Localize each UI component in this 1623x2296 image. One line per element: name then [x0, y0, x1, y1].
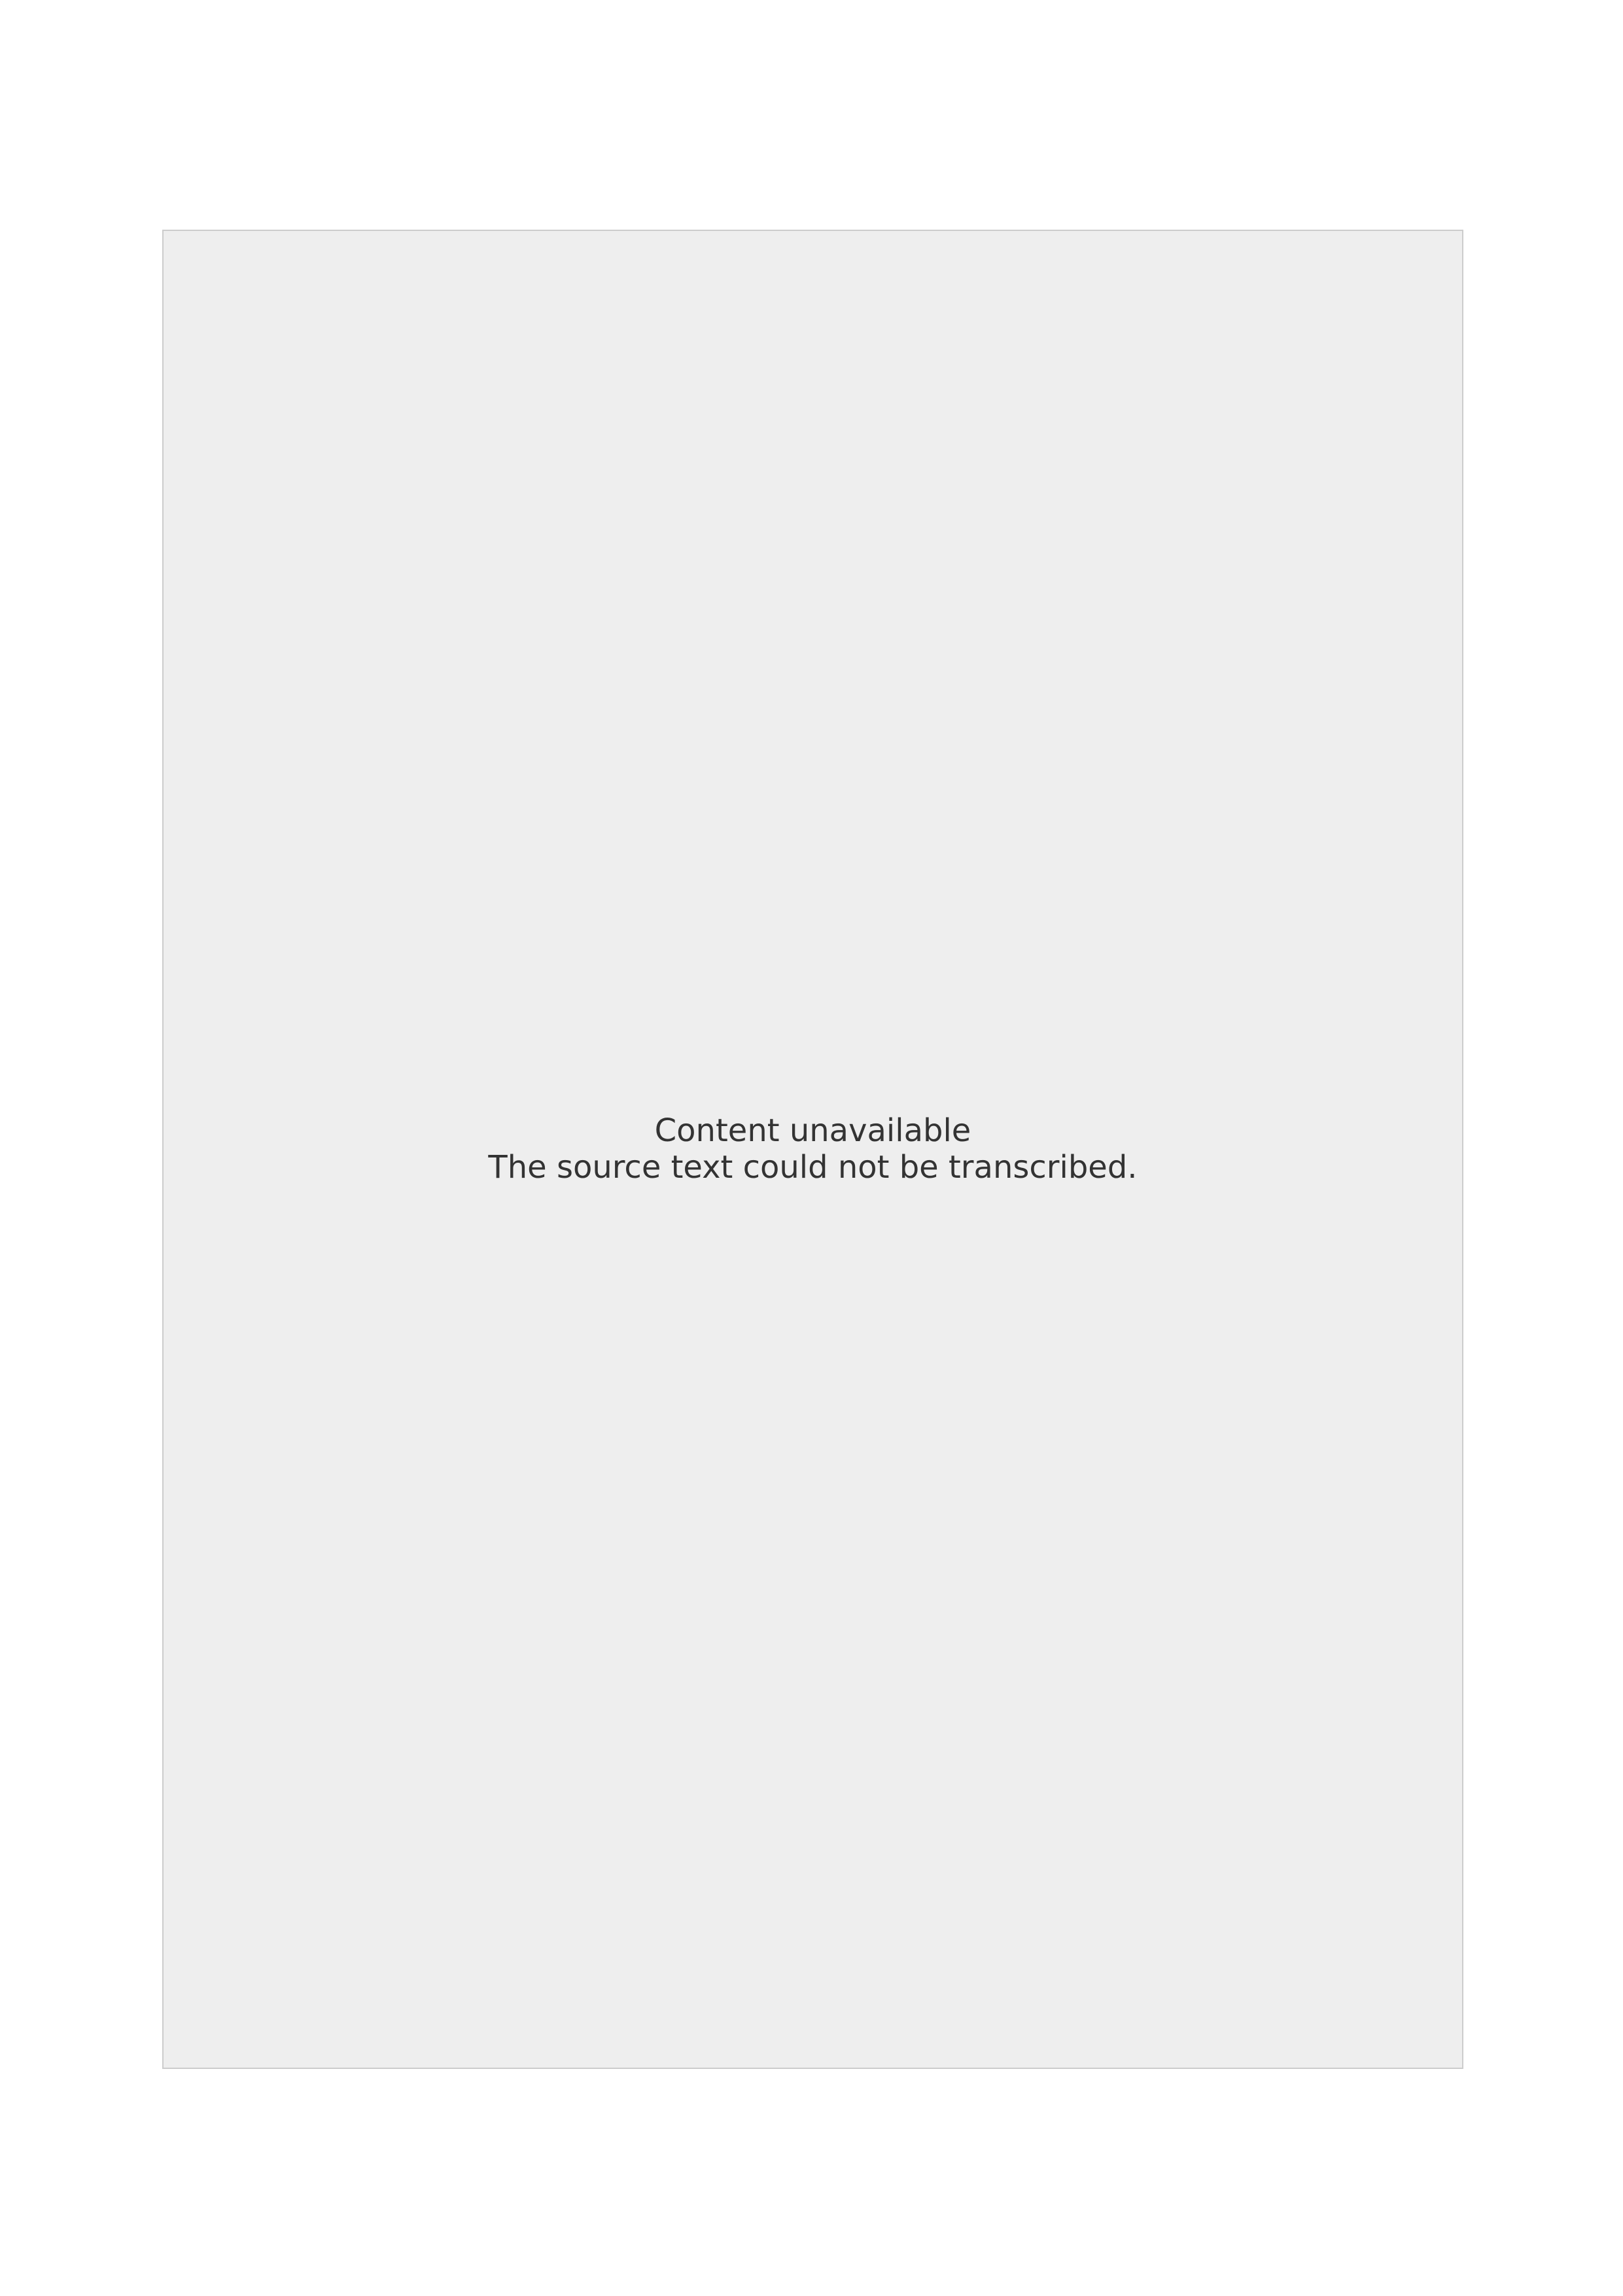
placeholder-note: The source text could not be transcribed. — [488, 1149, 1138, 1186]
placeholder-panel — [162, 230, 1463, 2069]
placeholder-title: Content unavailable — [654, 1112, 971, 1150]
